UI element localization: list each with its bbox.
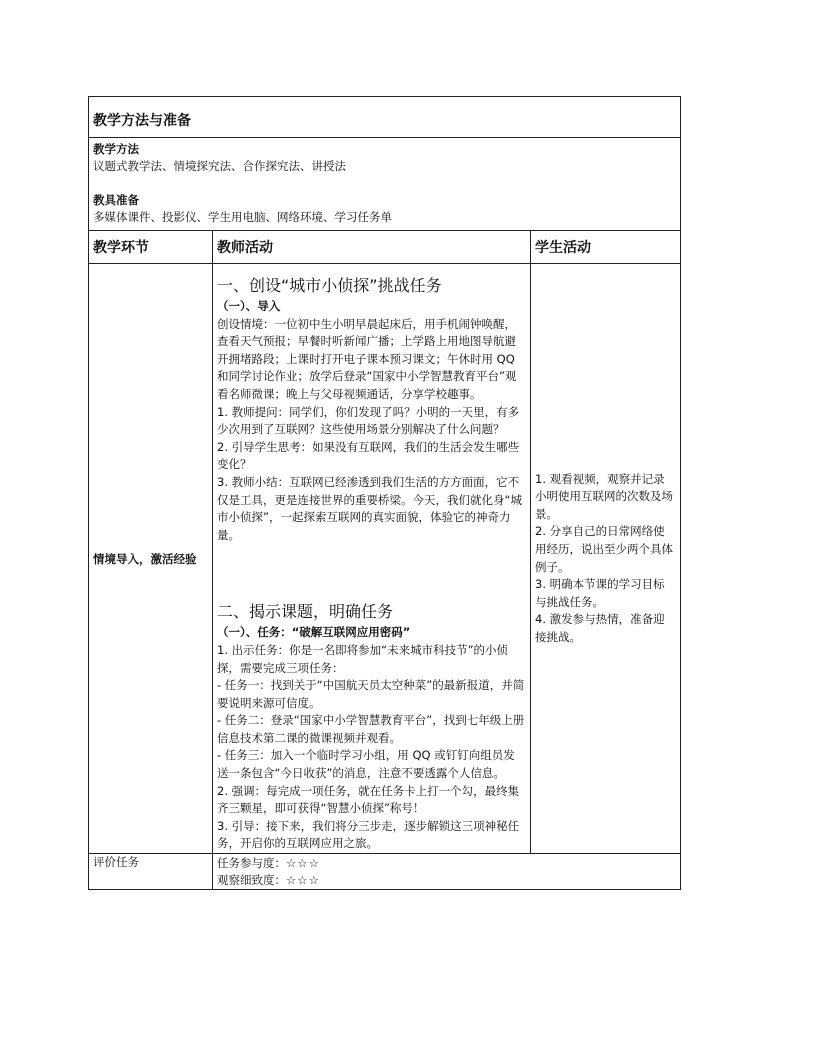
part1-title: 一、创设“城市小侦探”挑战任务 xyxy=(217,276,442,295)
header-teacher: 教师活动 xyxy=(213,231,531,264)
evaluation-item-2-label: 观察细致度： xyxy=(217,873,286,888)
section-title-row xyxy=(89,97,681,138)
section-title: 教学方法与准备 xyxy=(89,97,681,138)
methods-label: 教学方法 xyxy=(93,142,139,156)
evaluation-item-1-label: 任务参与度： xyxy=(217,856,286,871)
part2-task-intro: 1. 出示任务：你是一名即将参加“未来城市科技节”的小侦探，需要完成三项任务： xyxy=(217,642,509,675)
table-row xyxy=(89,264,681,854)
part1-intro: 创设情境：一位初中生小明早晨起床后，用手机闹钟唤醒，查看天气预报；早餐时听新闻广播；上学路上用地图导航避开拥堵路段；上课时打开电子课本预习课文；午休时用 QQ 和同学讨论作业；放学后登录“国家中小学智慧教育平台”观看名师微课；晚上与父母视频通话，分享学校趣事。 xyxy=(217,316,517,401)
stage-cell: 情境导入，激活经验 xyxy=(89,264,213,854)
part2-title: 二、揭示课题，明确任务 xyxy=(217,602,394,622)
student-activity-4: 4. 激发参与热情，准备迎接挑战。 xyxy=(535,612,665,644)
evaluation-row xyxy=(89,854,681,890)
header-stage: 教学环节 xyxy=(89,231,213,264)
rating-stars: ☆☆☆ xyxy=(286,873,320,888)
tools-text: 多媒体课件、投影仪、学生用电脑、网络环境、学习任务单 xyxy=(93,210,392,224)
evaluation-item-1 xyxy=(217,855,676,872)
part2-task-3: - 任务三：加入一个临时学习小组，用 QQ 或钉钉向组员发送一条包含“今日收获”的消息，注意不要透露个人信息。 xyxy=(217,748,515,781)
evaluation-items xyxy=(213,854,681,890)
spacer xyxy=(93,175,676,192)
tools-label: 教具准备 xyxy=(93,193,139,207)
section-info-cell xyxy=(89,138,681,231)
part2-guidance: 3. 引导：接下来，我们将分三步走，逐步解锁这三项神秘任务，开启你的互联网应用之旅。 xyxy=(217,818,520,851)
methods-text: 议题式教学法、情境探究法、合作探究法、讲授法 xyxy=(93,159,346,173)
student-activity-3: 3. 明确本节课的学习目标与挑战任务。 xyxy=(535,577,665,609)
part2-subtitle: （一）、任务：“破解互联网应用密码” xyxy=(217,625,411,640)
evaluation-label: 评价任务 xyxy=(89,854,213,890)
student-activity-1: 1. 观看视频，观察并记录小明使用互联网的次数及场景。 xyxy=(535,471,673,521)
spacer xyxy=(217,544,526,600)
evaluation-item-2 xyxy=(217,872,676,889)
rating-stars: ☆☆☆ xyxy=(286,856,320,871)
section-info-row xyxy=(89,138,681,231)
part1-summary: 3. 教师小结：互联网已经渗透到我们生活的方方面面，它不仅是工具，更是连接世界的重要桥梁。今天，我们就化身“城市小侦探”，一起探索互联网的真实面貌，体验它的神奇力量。 xyxy=(217,474,522,542)
header-student: 学生活动 xyxy=(531,231,681,264)
part2-task-1: - 任务一：找到关于“中国航天员太空种菜”的最新报道，并简要说明来源可信度。 xyxy=(217,678,525,710)
table-header-row xyxy=(89,231,681,264)
part1-subtitle: （一）、导入 xyxy=(217,299,281,313)
lesson-plan-table xyxy=(88,96,681,890)
student-activity-cell xyxy=(531,264,681,854)
part2-task-2: - 任务二：登录“国家中小学智慧教育平台”，找到七年级上册信息技术第二课的微课视频并观看。 xyxy=(217,713,525,745)
part1-question-2: 2. 引导学生思考：如果没有互联网，我们的生活会发生哪些变化？ xyxy=(217,439,520,472)
part2-emphasis: 2. 强调：每完成一项任务，就在任务卡上打一个勾，最终集齐三颗星，即可获得“智慧小侦探”称号！ xyxy=(217,783,520,816)
part1-question-1: 1. 教师提问：同学们，你们发现了吗？小明的一天里，有多少次用到了互联网？这些使用场景分别解决了什么问题？ xyxy=(217,404,520,437)
teacher-activity-cell xyxy=(213,264,531,854)
student-activity-2: 2. 分享自己的日常网络使用经历，说出至少两个具体例子。 xyxy=(535,524,673,574)
